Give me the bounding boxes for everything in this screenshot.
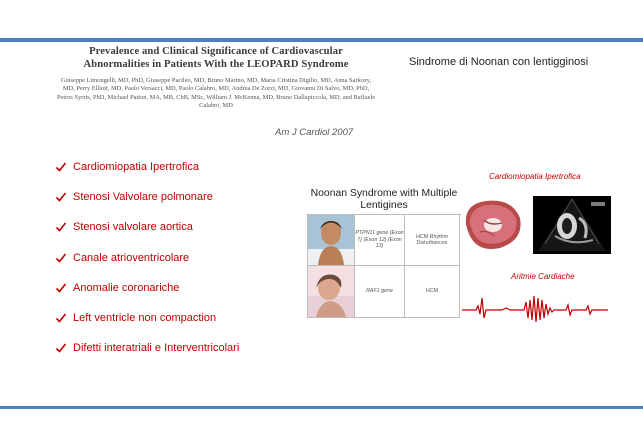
- bullet-label: Left ventricle non compaction: [73, 312, 217, 325]
- checkmark-icon: [55, 252, 67, 264]
- checkmark-icon: [55, 191, 67, 203]
- bullet-label: Canale atrioventricolare: [73, 251, 190, 264]
- bullet-label: Difetti interatriali e Interventricolari: [73, 342, 240, 355]
- bullet-item: [55, 152, 239, 182]
- cardiomyopathy-label: Cardiomiopatia Ipertrofica: [489, 172, 581, 181]
- bullet-item: [55, 333, 239, 363]
- arrhythmia-label: Aritmie Cardiache: [511, 272, 575, 281]
- checkmark-icon: [55, 161, 67, 173]
- patient-photo-1: [308, 215, 355, 266]
- phenotype-cell: HCM Rhythm Disturbances: [405, 215, 460, 266]
- paper-title: Prevalence and Clinical Significance of Cardiovascular Abnormalities in Patients With the LEOPARD Syndrome: [83, 46, 349, 70]
- bottom-rule: [0, 406, 643, 409]
- bullet-item: [55, 212, 239, 242]
- slide-title: Sindrome di Noonan con lentigginosi: [409, 56, 589, 68]
- gene-cell: RAF1 gene: [355, 266, 405, 318]
- patient-photo-2: [308, 266, 355, 318]
- checkmark-icon: [55, 312, 67, 324]
- gene-cell: PTPN11 gene (Exon 7) (Exon 12) (Exon 13): [355, 215, 405, 266]
- bullet-item: [55, 273, 239, 303]
- bullet-item: [55, 182, 239, 212]
- paper-header: [56, 46, 376, 110]
- noonan-panel: [307, 188, 461, 318]
- bullet-label: Stenosi valvolare aortica: [73, 221, 193, 234]
- checkmark-icon: [55, 342, 67, 354]
- bullet-item: [55, 303, 239, 333]
- bullet-label: Anomalie coronariche: [73, 281, 180, 294]
- paper-authors: Giuseppe Limongelli, MD, PhD, Giuseppe Pacileo, MD, Bruno Marino, MD, Maria Cristina Digilio, MD, Anna Sarkozy, MD, Perry Elliott, MD, Paolo Versacci, MD, Paolo Calabro, MD, Andrea De Zorzi, MD, Giovanni Di Salvo, MD, PhD, Petros Syrris, PhD, Michael Patton, MA, MB, ChB, MSc, William J. McKenna, MD, Bruno Dallapiccola, MD, and Raffaele Calabro, MD: [56, 77, 376, 109]
- heart-section-image: [460, 196, 526, 252]
- noonan-grid: [307, 214, 461, 318]
- bullet-label: Stenosi Valvolare polmonare: [73, 191, 213, 204]
- phenotype-cell: HCM: [405, 266, 460, 318]
- citation: Am J Cardiol 2007: [275, 127, 354, 138]
- checkmark-icon: [55, 282, 67, 294]
- top-rule: [0, 38, 643, 42]
- bullet-item: [55, 243, 239, 273]
- echocardiogram-image: [533, 196, 611, 254]
- cardiac-findings-list: [55, 152, 239, 363]
- bullet-label: Cardiomiopatia Ipertrofica: [73, 161, 199, 174]
- checkmark-icon: [55, 221, 67, 233]
- noonan-panel-title: Noonan Syndrome with Multiple Lentigines: [310, 188, 458, 211]
- ecg-trace-image: [462, 290, 608, 328]
